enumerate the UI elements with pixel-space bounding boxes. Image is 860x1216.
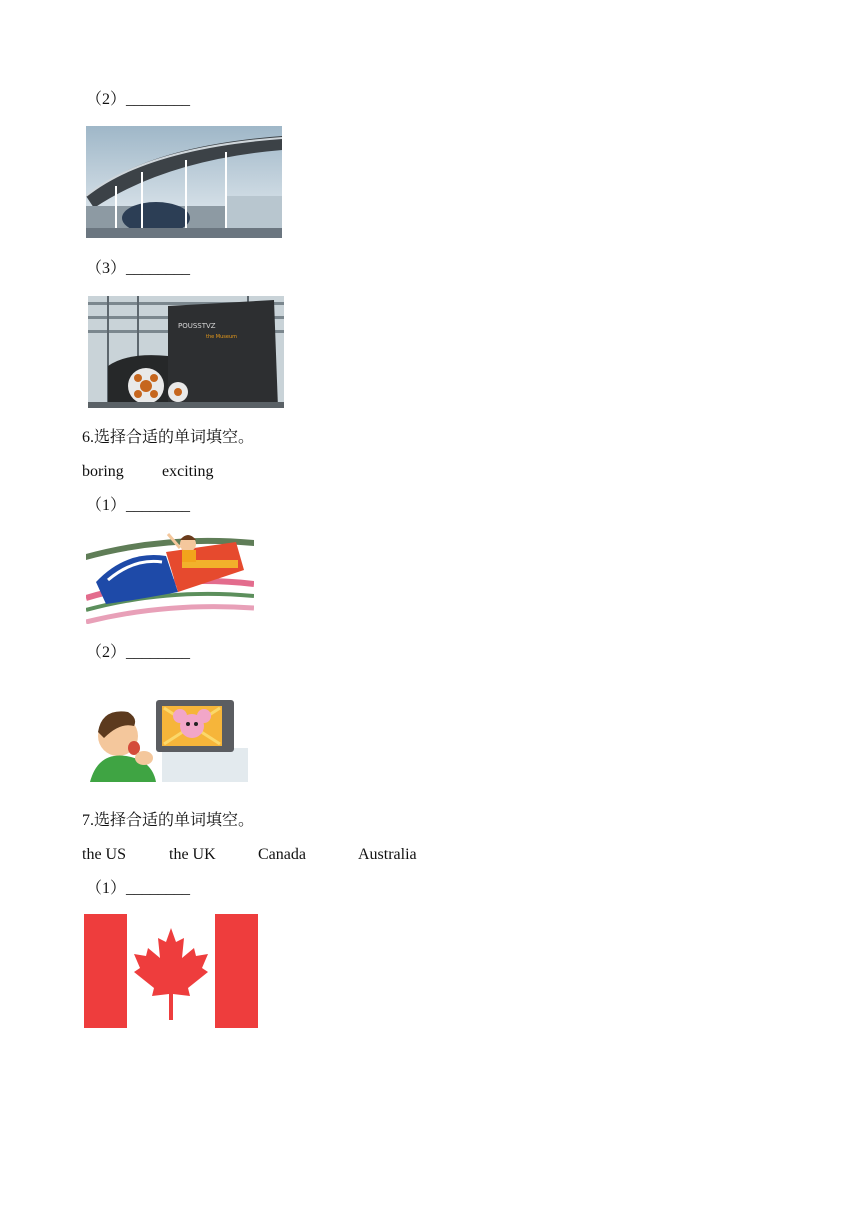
q7-word-australia: Australia: [358, 846, 417, 863]
q6-word-exciting: exciting: [162, 463, 214, 480]
svg-text:the Museum: the Museum: [206, 334, 237, 340]
q6-item2-label: （2）________: [86, 644, 191, 661]
q6-title: 6.选择合适的单词填空。: [82, 429, 255, 446]
stadium-photo: [86, 126, 282, 238]
boy-tv-illustration: [90, 696, 250, 782]
q5-item3-label: （3）________: [86, 260, 191, 277]
canada-flag-image: [84, 914, 258, 1028]
q6-word-boring: boring: [82, 463, 124, 480]
poster-photo: [88, 296, 284, 408]
rollercoaster-illustration: [86, 530, 254, 624]
q7-word-the-uk: the UK: [169, 846, 216, 863]
svg-text:POUSSTVZ: POUSSTVZ: [178, 322, 216, 330]
q5-item2-label: （2）________: [86, 91, 191, 108]
q7-word-canada: Canada: [258, 846, 306, 863]
q6-item1-label: （1）________: [86, 497, 191, 514]
q7-word-the-us: the US: [82, 846, 126, 863]
q7-item1-label: （1）________: [86, 880, 191, 897]
q7-title: 7.选择合适的单词填空。: [82, 812, 255, 829]
